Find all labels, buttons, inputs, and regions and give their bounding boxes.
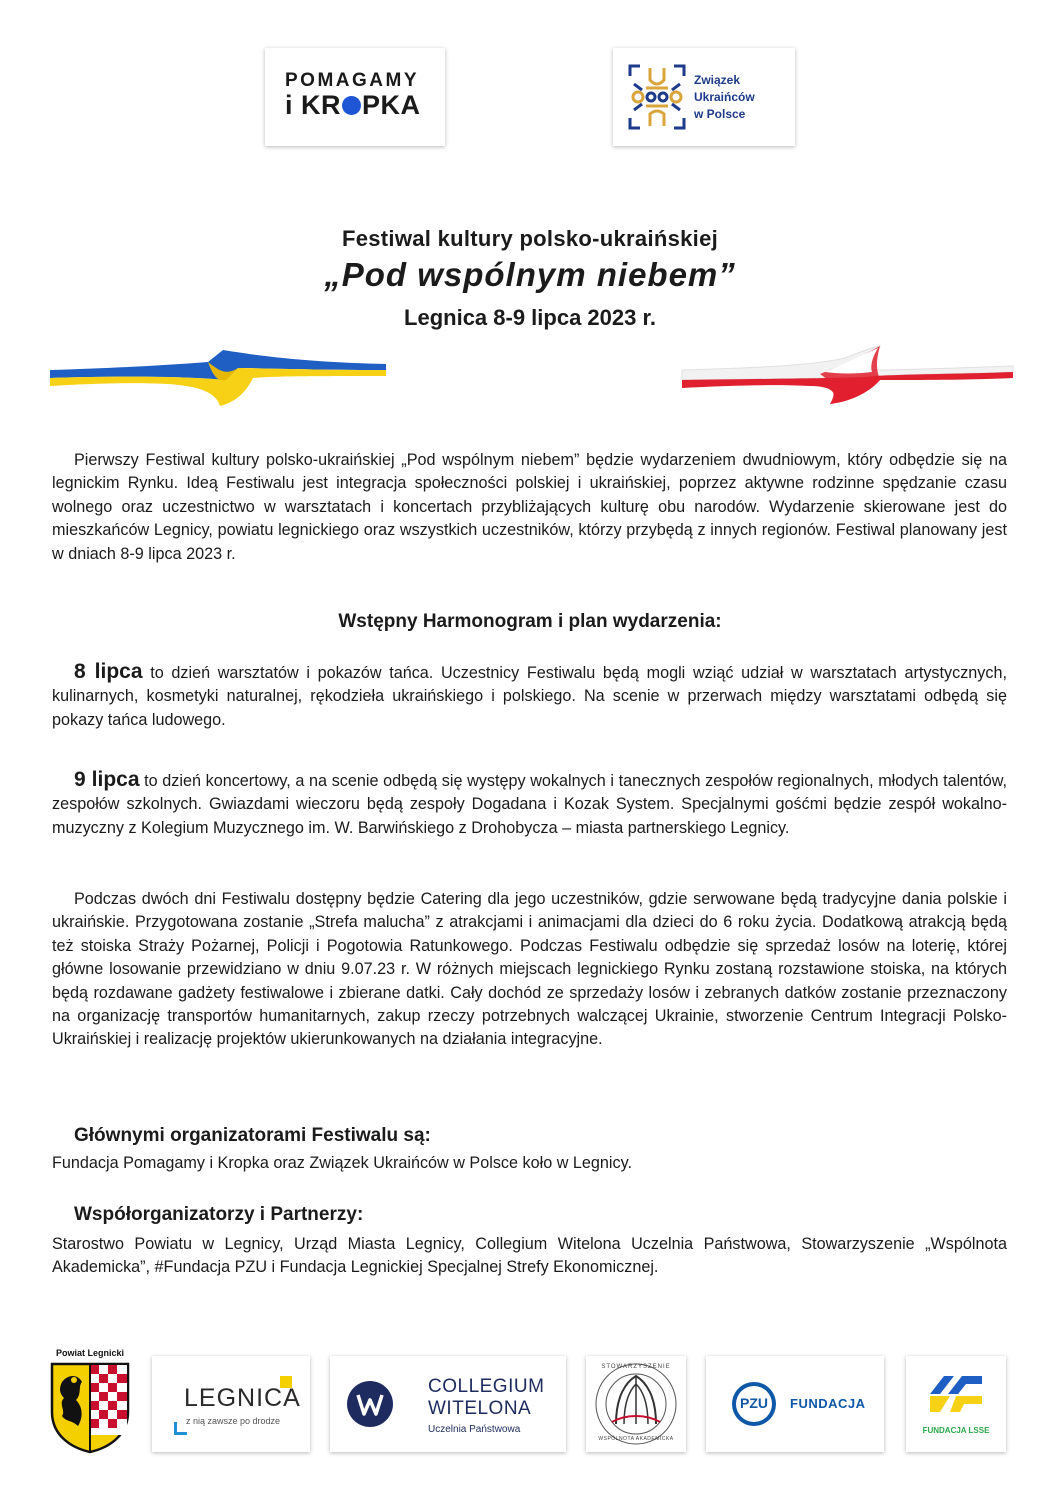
partners-heading: Współorganizatorzy i Partnerzy: [74,1204,364,1225]
day1-paragraph [52,660,1007,732]
festival-place-date: Legnica 8-9 lipca 2023 r. [404,305,656,330]
lsse-name: FUNDACJA LSSE [922,1426,990,1435]
kropka-dot-icon [342,96,361,115]
catering-paragraph: Podczas dwóch dni Festiwalu dostępny będzie Catering dla jego uczestników, gdzie serwowane będą tradycyjne dania polskie i ukraińskie. Przygotowana zostanie „Strefa malucha” z atrakcjami i animacjami dla dzieci do 6 roku życia. Dodatkową atrakcją będą też stoiska Straży Pożarnej, Policji i Pogotowia Ratunkowego. Podczas Festiwalu odbędzie się sprzedaż losów na loterię, której główne losowanie przewidziano w dniu 9.07.23 r. W różnych miejscach legnickiego Rynku zostaną rozstawione stoiska, na których będą rozdawane gadżety festiwalowe i zbierane datki. Cały dochód ze sprzedaży losów i zebranych datków zostanie przeznaczony na organizację transportów humanitarnych, zakup rzeczy potrzebnych walczącej Ukrainie, stworzenie Centrum Integracji Polsko-Ukraińskiej i realizację projektów ukierunkowanych na działania integracyjne. [52,890,1007,1049]
wspolnota-akademicka-logo [586,1356,686,1452]
legnica-logo-slogan: z nią zawsze po drodze [186,1416,281,1426]
pomagamy-logo-line1: POMAGAMY [285,70,419,91]
organizers-heading: Głównymi organizatorami Festiwalu są: [74,1125,431,1146]
organizers-text: Fundacja Pomagamy i Kropka oraz Związek Ukraińców w Polsce koło w Legnicy. [52,1154,632,1172]
powiat-legnicki-label: Powiat Legnicki [55,1348,124,1358]
legnica-corner-icon [174,1422,187,1435]
schedule-heading: Wstępny Harmonogram i plan wydarzenia: [338,611,722,632]
day1-text: to dzień warsztatów i pokazów tańca. Uczestnicy Festiwalu będą mogli wziąć udział w warsztatach artystycznych, kulinarnych, kosmetyki naturalnej, rękodzieła ukraińskiego i polskiego. Na scenie w przerwach między warsztatami odbędą się pokazy tańca ludowego. [52,664,1007,729]
partners-text: Starostwo Powiatu w Legnicy, Urząd Miasta Legnicy, Collegium Witelona Uczelnia Państwowa, Stowarzyszenie „Wspólnota Akademicka”, #Fundacja PZU i Fundacja Legnickiej Specjalnej Strefy Ekonomicznej. [52,1235,1007,1277]
festival-title: „Pod wspólnym niebem” [324,256,736,293]
day2-paragraph [52,768,1007,840]
zwiazek-logo-text: Związek Ukraińców w Polsce [694,73,755,121]
powiat-legnicki-logo [48,1348,132,1456]
polish-flag-ribbon [680,340,1015,410]
witelona-line1: COLLEGIUM [428,1376,545,1397]
legnica-logo-name: LEGNICA [184,1384,301,1412]
ukrainian-flag-ribbon [48,340,388,410]
zwiazek-ukraincow-logo [613,48,795,146]
legnica-city-logo [152,1356,310,1452]
collegium-witelona-logo [330,1356,566,1452]
day2-text: to dzień koncertowy, a na scenie odbędą się występy wokalnych i tanecznych zespołów regionalnych, młodych talentów, zespołów szkolnych. Gwiazdami wieczoru będą zespoły Dogadana i Kozak System. Specjalnymi gośćmi będzie zespół wokalno-muzyczny z Kolegium Muzycznego im. W. Barwińskiego z Drohobycza – miasta partnerskiego Legnicy. [52,772,1008,837]
lsse-mark-icon [926,1372,986,1416]
pomagamy-i-kropka-logo [265,48,445,146]
festival-subtitle: Festiwal kultury polsko-ukraińskiej [341,226,719,251]
intro-paragraph: Pierwszy Festiwal kultury polsko-ukraińskiej „Pod wspólnym niebem” będzie wydarzeniem dwudniowym, który odbędzie się na legnickim Rynku. Ideą Festiwalu jest integracja społeczności polskiej i ukraińskiej, poprzez aktywne rodzinne spędzanie czasu wolnego oraz uczestnictwo w warsztatach i koncertach przybliżających kulturę obu narodów. Wydarzenie skierowane jest do mieszkańców Legnicy, powiatu legnickiego oraz wszystkich uczestników, którzy przybędą z innych regionów. Festiwal planowany jest w dniach 8-9 lipca 2023 r. [52,451,1007,563]
wspolnota-top-text: STOWARZYSZENIE [601,1364,671,1370]
witelona-emblem-icon [346,1380,394,1428]
witelona-line2: WITELONA [428,1398,532,1419]
fundacja-lsse-logo [906,1356,1006,1452]
day1-label: 8 lipca [74,660,143,683]
pomagamy-logo-line2: i KR PKA [285,90,421,120]
pzu-fundacja-text: FUNDACJA [790,1396,866,1411]
pzu-circle-icon: PZU [732,1382,776,1426]
zwiazek-ornament-icon [626,62,688,132]
fundacja-pzu-logo [706,1356,884,1452]
witelona-line3: Uczelnia Państwowa [428,1424,521,1435]
wspolnota-bottom-text: WSPÓLNOTA AKADEMICKA [598,1436,674,1442]
day2-label: 9 lipca [74,768,140,791]
coat-of-arms-icon [48,1360,132,1454]
